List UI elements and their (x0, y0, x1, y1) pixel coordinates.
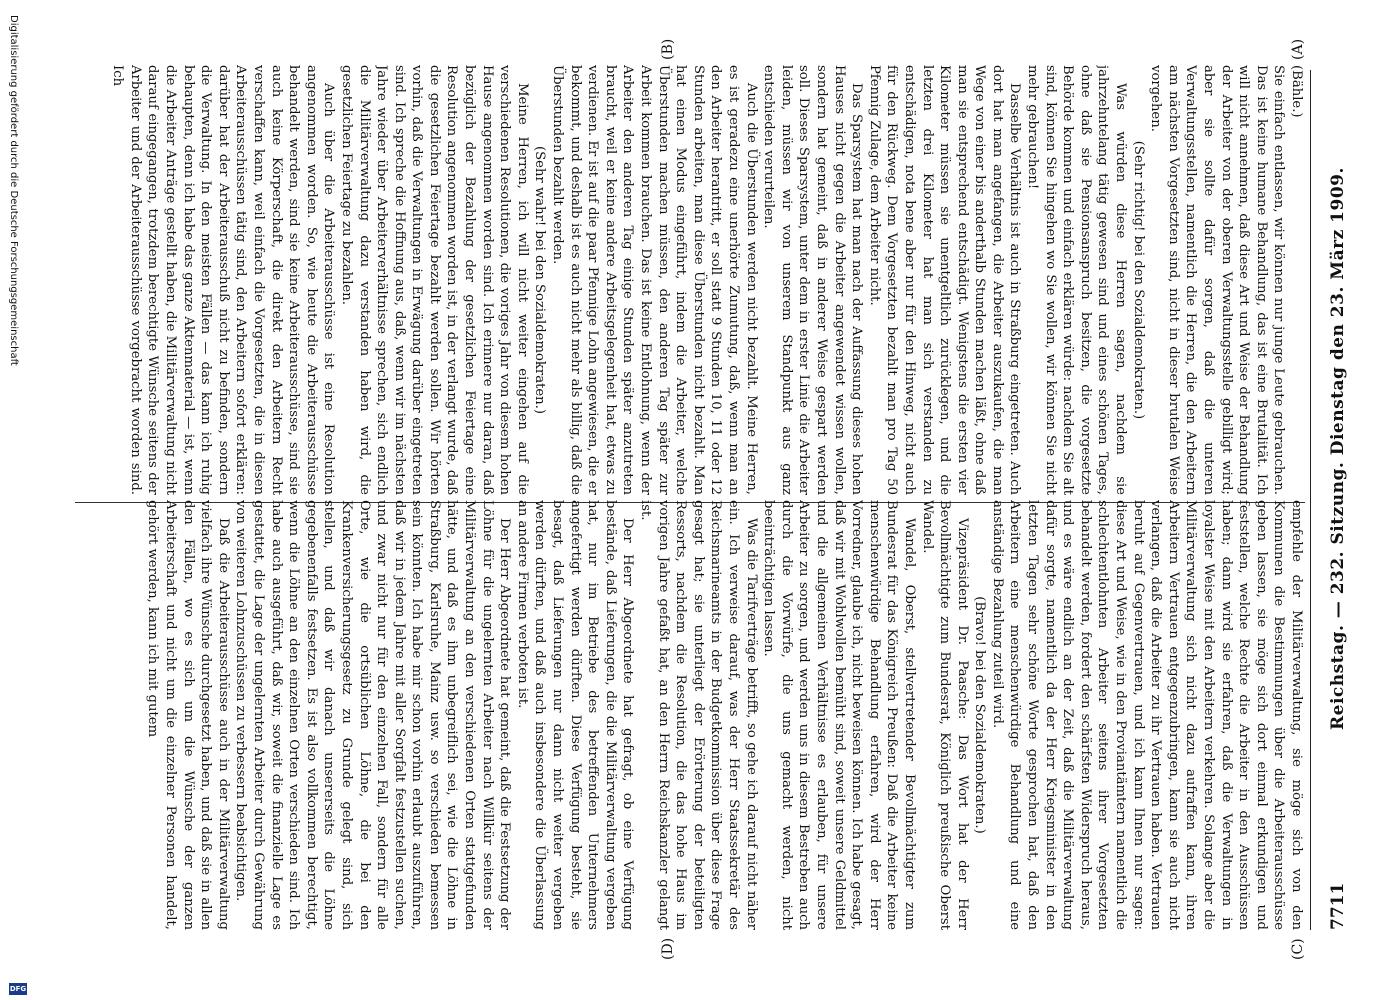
margin-marker-c: (C) (1290, 938, 1306, 960)
page-header (1318, 70, 1358, 930)
paragraph: Meine Herren, ich will nicht weiter eingehen auf die verschiedenen Resolutionen, die voriges Jahr von diesem hohen Hause angenommen worden sind. Ich erinnere nur daran, daß bezüglich der Bezahlung der gesetzlichen Feiertage eine Resolution angenommen worden ist, in der verlangt wurde, daß die gesetzlichen Feiertage bezahlt werden sollen. Wir hörten vorhin, daß die Verwaltungen in Erwägung darüber eingetreten sind. Ich spreche die Hoffnung aus, daß, wenn wir im nächsten Jahre wieder über Arbeiterverhältnisse sprechen, sich endlich die Militärverwaltung dazu verstanden haben wird, die gesetzlichen Feiertage zu bezahlen. (338, 65, 530, 495)
paragraph: Wandel, Oberst, stellvertretender Bevollmächtigter zum Bundesrat für das Königreich Preußen: Daß die Arbeiter keine menschenwürdige Behandlung erfahren, wird der Herr Vorredner, glaube ich, nicht beweisen können. Ich habe gesagt, daß wir mit Wohlwollen bemüht sind, soweit unsere Geldmittel und die allgemeinen Verhältnisse es erlauben, für unsere Arbeiter zu sorgen, und werden uns in diesem Bestreben auch durch die Vorwürfe, die uns gemacht werden, nicht beeinträchtigen lassen. (761, 500, 917, 930)
paragraph: Was würden diese Herren sagen, nachdem sie jahrzehntelang tätig gewesen sind und eines schönen Tages, ohne daß sie Pensionsanspruch besitzen, die vorgesetzte Behörde kommen und einfach erklären würde: nachdem Sie alt sind, können Sie hingehen wo Sie wollen, wir können Sie nicht mehr gebrauchen! (1025, 65, 1129, 495)
paragraph: Der Herr Abgeordnete hat gefragt, ob eine Verfügung bestände, daß Lieferungen, die die Militärverwaltung vergeben hat, nur im Betriebe des betreffenden Unternehmers angefertigt werden dürften. Diese Verfügung besteht, sie besagt, daß Lieferungen nur dann nicht weiter vergeben werden dürften, und daß auch insbesondere die Überlassung an andere Firmen verboten ist. (514, 500, 636, 930)
interjection: (Sehr richtig! bei den Sozialdemokraten.) (1130, 140, 1146, 420)
text-column-right (75, 500, 1305, 930)
paragraph: Das Sparsystem hat man nach der Auffassung dieses hohen Hauses nicht gegen die Arbeiter angewendet wissen wollen, sondern hat gemeint, daß in anderer Weise gespart werden soll. Dieses Sparsystem, unter dem in erster Linie die Arbeiter leiden, müssen wir von unserem Standpunkt aus ganz entschieden verurteilen. (761, 65, 865, 495)
margin-marker-b: (B) (660, 38, 676, 60)
margin-marker-a: (A) (1290, 38, 1306, 60)
text-column-left (75, 65, 1305, 495)
running-title: Reichstag. — 232. Sitzung. Dienstag den 23. März 1909. (1328, 167, 1348, 730)
dfg-logo: DFG (9, 985, 27, 993)
header-rule (1310, 70, 1311, 930)
paragraph: (Bähle.) (1289, 65, 1304, 118)
paragraph: Sie einfach entlassen, wir können nur junge Leute gebrauchen. Das ist keine humane Behandlung, das ist eine Brutalität. Ich will nicht annehmen, daß diese Art und Weise der Behandlung der Arbeiter von der oberen Verwaltungsstelle gebilligt wird; aber sie sollte dafür sorgen, daß die unteren Verwaltungsstellen, namentlich die Herren, die den Arbeitern am nächsten Vorgesetzten sind, nicht in dieser brutalen Weise vorgehen. (1148, 65, 1287, 495)
paragraph: Der Herr Abgeordnete hat gemeint, daß die Festsetzung der Löhne für die ungelernten Arbeiter nach Willkür seitens der Militärverwaltung an den verschiedenen Orten stattgefunden hätte, und daß es ihm unbegreiflich sei, wie die Löhne in Straßburg, Karlsruhe, Mainz usw. so verschieden bemessen sein könnten. Ich habe mir schon vorhin erlaubt auszuführen, daß wir in jedem Jahre mit aller Sorgfalt festzustellen suchen, und zwar nicht nur für den einzelnen Fall, sondern für alle Orte, wie die ortsüblichen Löhne, die bei den Krankenversicherungsgesetz zu Grunde gelegt sind, sich stellen, und daß wir danach unsererseits die Löhne gegebenenfalls festsetzen. Es ist also vollkommen berechtigt, wenn die Löhne an den einzelnen Orten verschieden sind. Ich habe auch ausgeführt, daß wir, soweit die finanzielle Lage es gestattet, die Lage der ungelernten Arbeiter durch Gewährung von weiteren Lohnzuschüssen zu verbessern beabsichtigen. (233, 500, 513, 930)
speaker-introduction: Vizepräsident Dr. Paasche: Das Wort hat der Herr Bevollmächtigte zum Bundesrat, Königlich preußische Oberst Wandel. (919, 500, 970, 930)
interjection: (Bravo! bei den Sozialdemokraten.) (972, 596, 988, 834)
paragraph: Daß die Arbeiterausschüsse auch in der Militärverwaltung vielfach ihre Wünsche durchgesetzt haben, und daß sie in allen den Fällen, wo es sich um die Wünsche der ganzen Arbeiterschaft und nicht um die einzelner Personen handelt, gehört werden, kann ich mit gutem (145, 500, 231, 930)
margin-marker-d: (D) (660, 937, 676, 960)
page-number-left: 7711 (1328, 882, 1348, 930)
paragraph: Auch über die Arbeiterausschüsse ist eine Resolution angenommen worden. So, wie heute die Arbeiterausschüsse behandelt werden, sind sie keine Arbeiterausschüsse, sind sie auch keine Körperschaft, die direkt den Arbeitern Recht verschaffen kann, weil einfach die Vorgesetzten, die in diesen Arbeiterausschüssen tätig sind, den Arbeitern sofort erklären: darüber hat der Arbeiterausschuß nicht zu befinden, sondern die Verwaltung. In den meisten Fällen — das kann ich ruhig behaupten, denn ich habe das ganze Aktenmaterial — ist, wenn die Arbeiter Anträge gestellt haben, die Militärverwaltung nicht darauf eingegangen, trotzdem berechtigte Wünsche seitens der Arbeiter und der Arbeiterausschüsse vorgebracht worden sind. Ich (110, 65, 337, 495)
paragraph: empfehle der Militärverwaltung, sie möge sich von den Kommunen die Bestimmungen über die Arbeiterausschüsse geben lassen, sie möge sich dort einmal erkundigen und feststellen, welche Rechte die Arbeiter in den Ausschüssen haben; dann wird sie erfahren, daß die Verwaltungen in loyalster Weise mit den Arbeitern verkehren. Solange aber die Militärverwaltung sich nicht dazu aufraffen kann, ihren Arbeitern Vertrauen entgegenzubringen, kann sie auch nicht verlangen, daß die Arbeiter zu ihr Vertrauen haben. Vertrauen beruht auf Gegenvertrauen, und ich kann Ihnen nur sagen: diese Art und Weise, wie in den Proviantämtern namentlich die schlechtentlohnten Arbeiter seitens ihrer Vorgesetzten behandelt werden, fordert den schärfsten Widerspruch heraus, und es wäre endlich an der Zeit, daß die Militärverwaltung dafür sorgte, namentlich da der Herr Kriegsminister in den letzten Tagen sehr schöne Worte gesprochen hat, daß den Arbeitern eine menschenwürdige Behandlung und eine anständige Bezahlung zuteil wird. (989, 500, 1304, 930)
paragraph: Dasselbe Verhältnis ist auch in Straßburg eingetreten. Auch dort hat man angefangen, die Arbeiter auszukaufen, die man Wege von einer bis anderthalb Stunden machen läßt, ohne daß man sie entsprechend entschädigt. Wenigstens die ersten vier Kilometer müssen sie unentgeltlich zurücklegen, und die letzten drei Kilometer hat man sich verstanden zu entschädigen, nota bene aber nur für den Hinweg, nicht auch für den Rückweg. Dem Vorgesetzten bezahlt man pro Tag 50 Pfennig Zulage, dem Arbeiter nicht. (866, 65, 1023, 495)
paragraph: Auch die Überstunden werden nicht bezahlt. Meine Herren, es ist geradezu eine unerhörte Zumutung, daß, wenn man an den Arbeiter herantritt, er soll statt 9 Stunden 10, 11 oder 12 Stunden arbeiten, man diese Überstunden nicht bezahlt. Man hat einen Modus eingeführt, indem die Arbeiter, welche Überstunden machen müssen, den anderen Tag später zur Arbeit kommen brauchen. Das ist keine Entlohnung, wenn der Arbeiter den anderen Tag einige Stunden später anzutreten braucht, weil er keine andere Arbeitsgelegenheit hat, etwas zu verdienen. Er ist auf die paar Pfennige Lohn angewiesen, die er bekommt, und deshalb ist es auch nicht mehr als billig, daß die Überstunden bezahlt werden. (550, 65, 759, 495)
digitization-credit: Digitalisierung gefördert durch die Deutsche Forschungsgemeinschaft (8, 15, 19, 366)
paragraph: Was die Tarifverträge betrifft, so gehe ich darauf nicht näher ein. Ich verweise darauf, was der Herr Staatssekretär des Reichsmarineamts in der Budgetkommission über diese Frage gesagt hat; sie unterliegt der Erörterung der beteiligten Ressorts, nachdem die Resolution, die das hohe Haus im vorigen Jahre gefaßt hat, an den Herrn Reichskanzler gelangt ist. (638, 500, 759, 930)
interjection: (Sehr wahr! bei den Sozialdemokraten.) (532, 146, 548, 414)
